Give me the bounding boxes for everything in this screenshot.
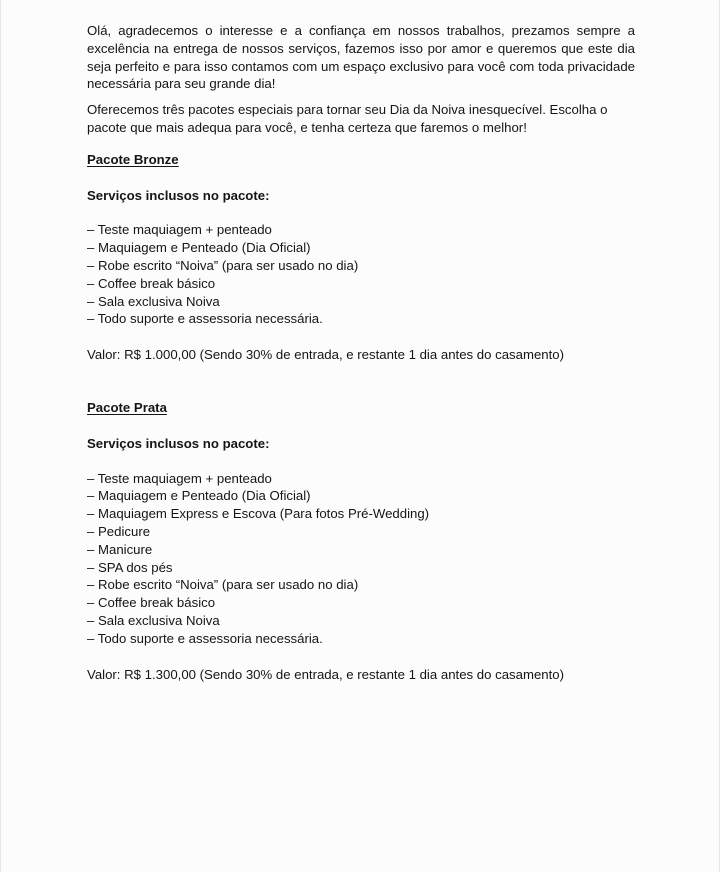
list-item: – Maquiagem e Penteado (Dia Oficial) bbox=[87, 240, 311, 256]
list-item: – Sala exclusiva Noiva bbox=[87, 293, 220, 309]
list-item: – Coffee break básico bbox=[87, 275, 216, 291]
offer-paragraph: Oferecemos três pacotes especiais para tornar seu Dia da Noiva inesquecível. Escolha o pacote que mais adequa para você, e tenha certeza que faremos o melhor! bbox=[87, 102, 608, 135]
services-list bbox=[87, 470, 635, 648]
list-item: – Teste maquiagem + penteado bbox=[87, 470, 272, 486]
list-item: – Sala exclusiva Noiva bbox=[87, 612, 220, 628]
list-item: – Teste maquiagem + penteado bbox=[87, 222, 272, 238]
services-list bbox=[87, 221, 635, 328]
package-title: Pacote Prata bbox=[87, 399, 167, 415]
list-item: – Todo suporte e assessoria necessária. bbox=[87, 630, 323, 646]
intro-paragraph: Olá, agradecemos o interesse e a confiança em nossos trabalhos, prezamos sempre a excelência na entrega de nossos serviços, fazemos isso por amor e queremos que este dia seja perfeito e para isso contamos com um espaço exclusivo para você com toda privacidade necessária para seu grande dia! bbox=[87, 23, 635, 92]
document-content bbox=[87, 22, 635, 683]
package-title: Pacote Bronze bbox=[87, 151, 179, 167]
package-price: Valor: R$ 1.000,00 (Sendo 30% de entrada, e restante 1 dia antes do casamento) bbox=[87, 347, 565, 363]
package-price: Valor: R$ 1.300,00 (Sendo 30% de entrada, e restante 1 dia antes do casamento) bbox=[87, 666, 565, 682]
package-bronze bbox=[87, 151, 635, 364]
list-item: – Coffee break básico bbox=[87, 595, 216, 611]
list-item: – Pedicure bbox=[87, 523, 151, 539]
list-item: – Manicure bbox=[87, 541, 153, 557]
list-item: – Robe escrito “Noiva” (para ser usado no dia) bbox=[87, 577, 359, 593]
list-item: – Maquiagem e Penteado (Dia Oficial) bbox=[87, 488, 311, 504]
list-item: – Robe escrito “Noiva” (para ser usado no dia) bbox=[87, 257, 359, 273]
services-heading: Serviços inclusos no pacote: bbox=[87, 435, 270, 451]
list-item: – Maquiagem Express e Escova (Para fotos Pré-Wedding) bbox=[87, 506, 430, 522]
list-item: – Todo suporte e assessoria necessária. bbox=[87, 311, 323, 327]
package-prata bbox=[87, 399, 635, 683]
services-heading: Serviços inclusos no pacote: bbox=[87, 187, 270, 203]
list-item: – SPA dos pés bbox=[87, 559, 173, 575]
